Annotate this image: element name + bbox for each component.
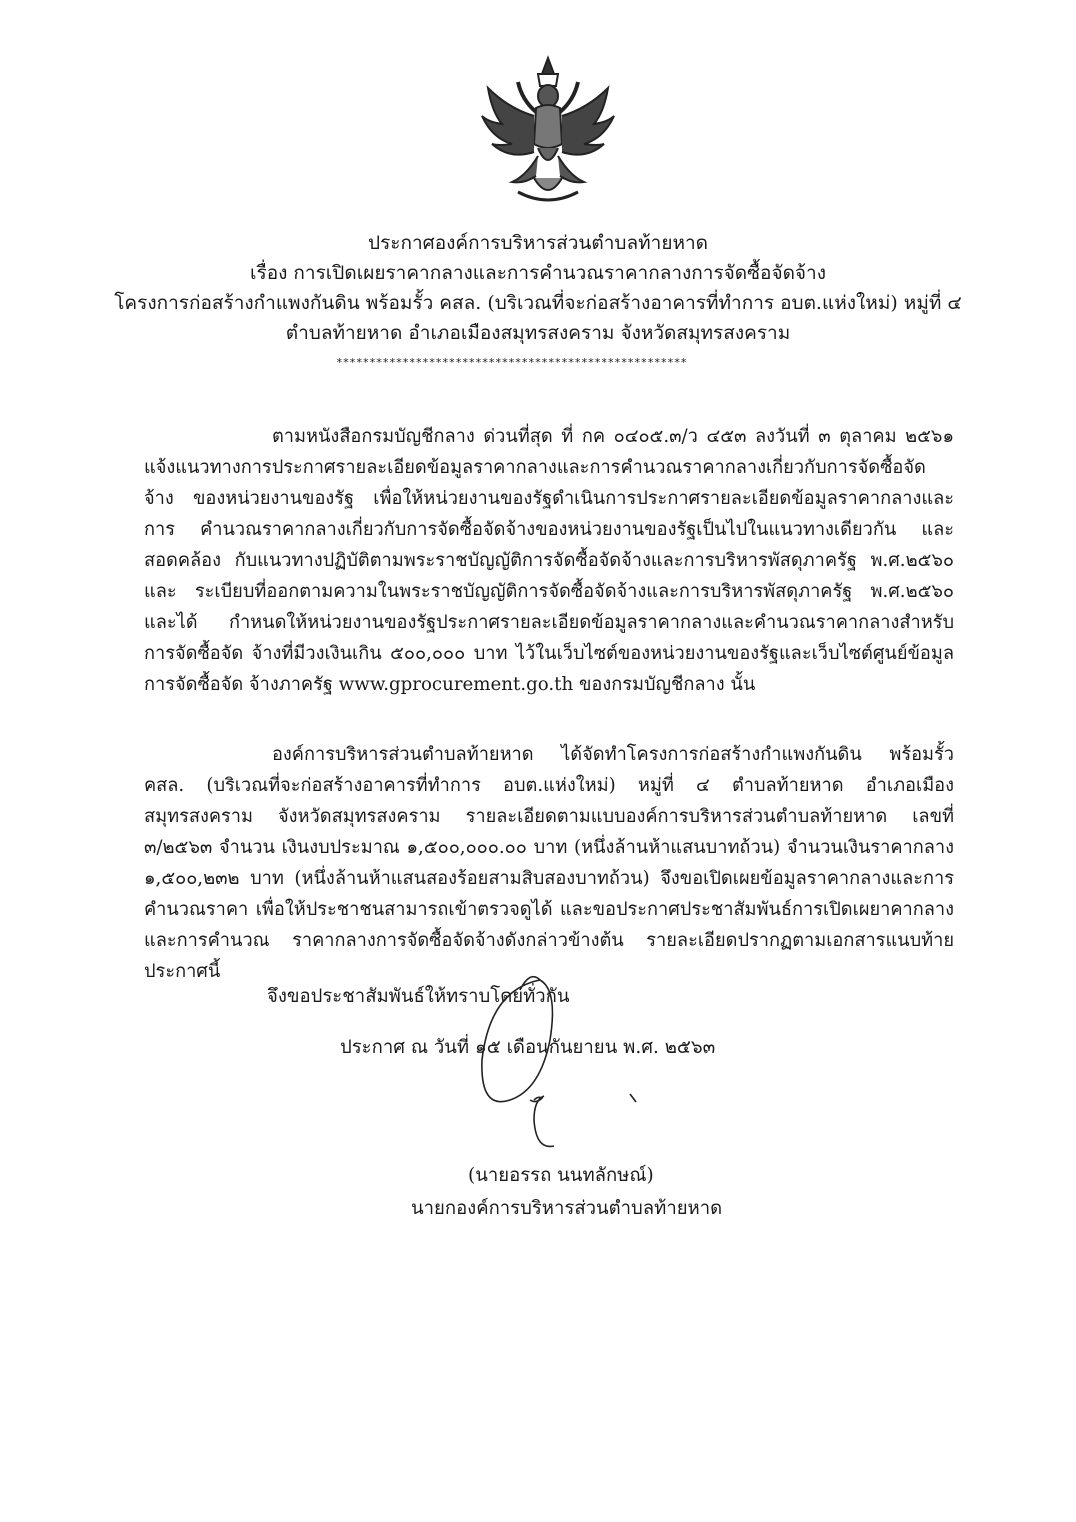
paragraph-1-text: ตามหนังสือกรมบัญชีกลาง ด่วนที่สุด ที่ กค ๐๔๐๕.๓/ว ๔๕๓ ลงวันที่ ๓ ตุลาคม ๒๕๖๑ แจ้งแนวทางการประกาศรายละเอียดข้อมูลราคากลางและการคำนวณราคากลางเกี่ยวกับการจัดซื้อจัดจ้าง ของหน่วยงานของรัฐ เพื่อให้หน่วยงานของรัฐดำเนินการประกาศรายละเอียดข้อมูลราคากลางและการ คำนวณราคากลางเกี่ยวกับการจัดซื้อจัดจ้างของหน่วยงานของรัฐเป็นไปในแนวทางเดียวกัน และสอดคล้อง กับแนวทางปฏิบัติตามพระราชบัญญัติการจัดซื้อจัดจ้างและการบริหารพัสดุภาครัฐ พ.ศ.๒๕๖๐ และ ระเบียบที่ออกตามความในพระราชบัญญัติการจัดซื้อจัดจ้างและการบริหารพัสดุภาครัฐ พ.ศ.๒๕๖๐ และได้ กำหนดให้หน่วยงานของรัฐประกาศรายละเอียดข้อมูลราคากลางและคำนวณราคากลางสำหรับการจัดซื้อจัด จ้างที่มีวงเงินเกิน ๕๐๐,๐๐๐ บาท ไว้ในเว็บไซต์ของหน่วยงานของรัฐและเว็บไซต์ศูนย์ข้อมูลการจัดซื้อจัด จ้างภาครัฐ www.gprocurement.go.th ของกรมบัญชีกลาง นั้น [144, 426, 954, 695]
paragraph-1 [144, 421, 954, 700]
announcement-date: ประกาศ ณ วันที่ ๑๕ เดือนกันยายน พ.ศ. ๒๕๖๓ [340, 1037, 716, 1058]
project-line: โครงการก่อสร้างกำแพงกันดิน พร้อมรั้ว คสล. (บริเวณที่จะก่อสร้างอาคารที่ทำการ อบต.แห่งใหม่) หมู่ที่ ๔ [114, 292, 962, 314]
header-divider: ***************************************************** [336, 356, 687, 369]
announcement-header [0, 228, 1076, 348]
closing-statement: จึงขอประชาสัมพันธ์ให้ทราบโดยทั่วกัน [267, 986, 570, 1007]
paragraph-2-text: องค์การบริหารส่วนตำบลท้ายหาด ได้จัดทำโครงการก่อสร้างกำแพงกันดิน พร้อมรั้ว คสล. (บริเวณที่จะก่อสร้างอาคารที่ทำการ อบต.แห่งใหม่) หมู่ที่ ๔ ตำบลท้ายหาด อำเภอเมืองสมุทรสงคราม จังหวัดสมุทรสงคราม รายละเอียดตามแบบองค์การบริหารส่วนตำบลท้ายหาด เลขที่ ๓/๒๕๖๓ จำนวน เงินงบประมาณ ๑,๕๐๐,๐๐๐.๐๐ บาท (หนึ่งล้านห้าแสนบาทถ้วน) จำนวนเงินราคากลาง ๑,๕๐๐,๒๓๒ บาท (หนึ่งล้านห้าแสนสองร้อยสามสิบสองบาทถ้วน) จึงขอเปิดเผยข้อมูลราคากลางและการคำนวณราคา เพื่อให้ประชาชนสามารถเข้าตรวจดูได้ และขอประกาศประชาสัมพันธ์การเปิดเผยาคากลางและการคำนวณ ราคากลางการจัดซื้อจัดจ้างดังกล่าวข้างต้น รายละเอียดปรากฏตามเอกสารแนบท้ายประกาศนี้ [144, 744, 954, 982]
issuer-title: ประกาศองค์การบริหารส่วนตำบลท้ายหาด [368, 232, 708, 254]
signatory-title: นายกองค์การบริหารส่วนตำบลท้ายหาด [411, 1198, 723, 1219]
signatory-name: (นายอรรถ นนทลักษณ์) [468, 1165, 654, 1186]
subject-line: เรื่อง การเปิดเผยราคากลางและการคำนวณราคากลางการจัดซื้อจัดจ้าง [250, 262, 826, 284]
garuda-emblem-icon [478, 52, 618, 212]
handwritten-signature [470, 950, 650, 1170]
location-line: ตำบลท้ายหาด อำเภอเมืองสมุทรสงคราม จังหวัดสมุทรสงคราม [285, 322, 791, 344]
